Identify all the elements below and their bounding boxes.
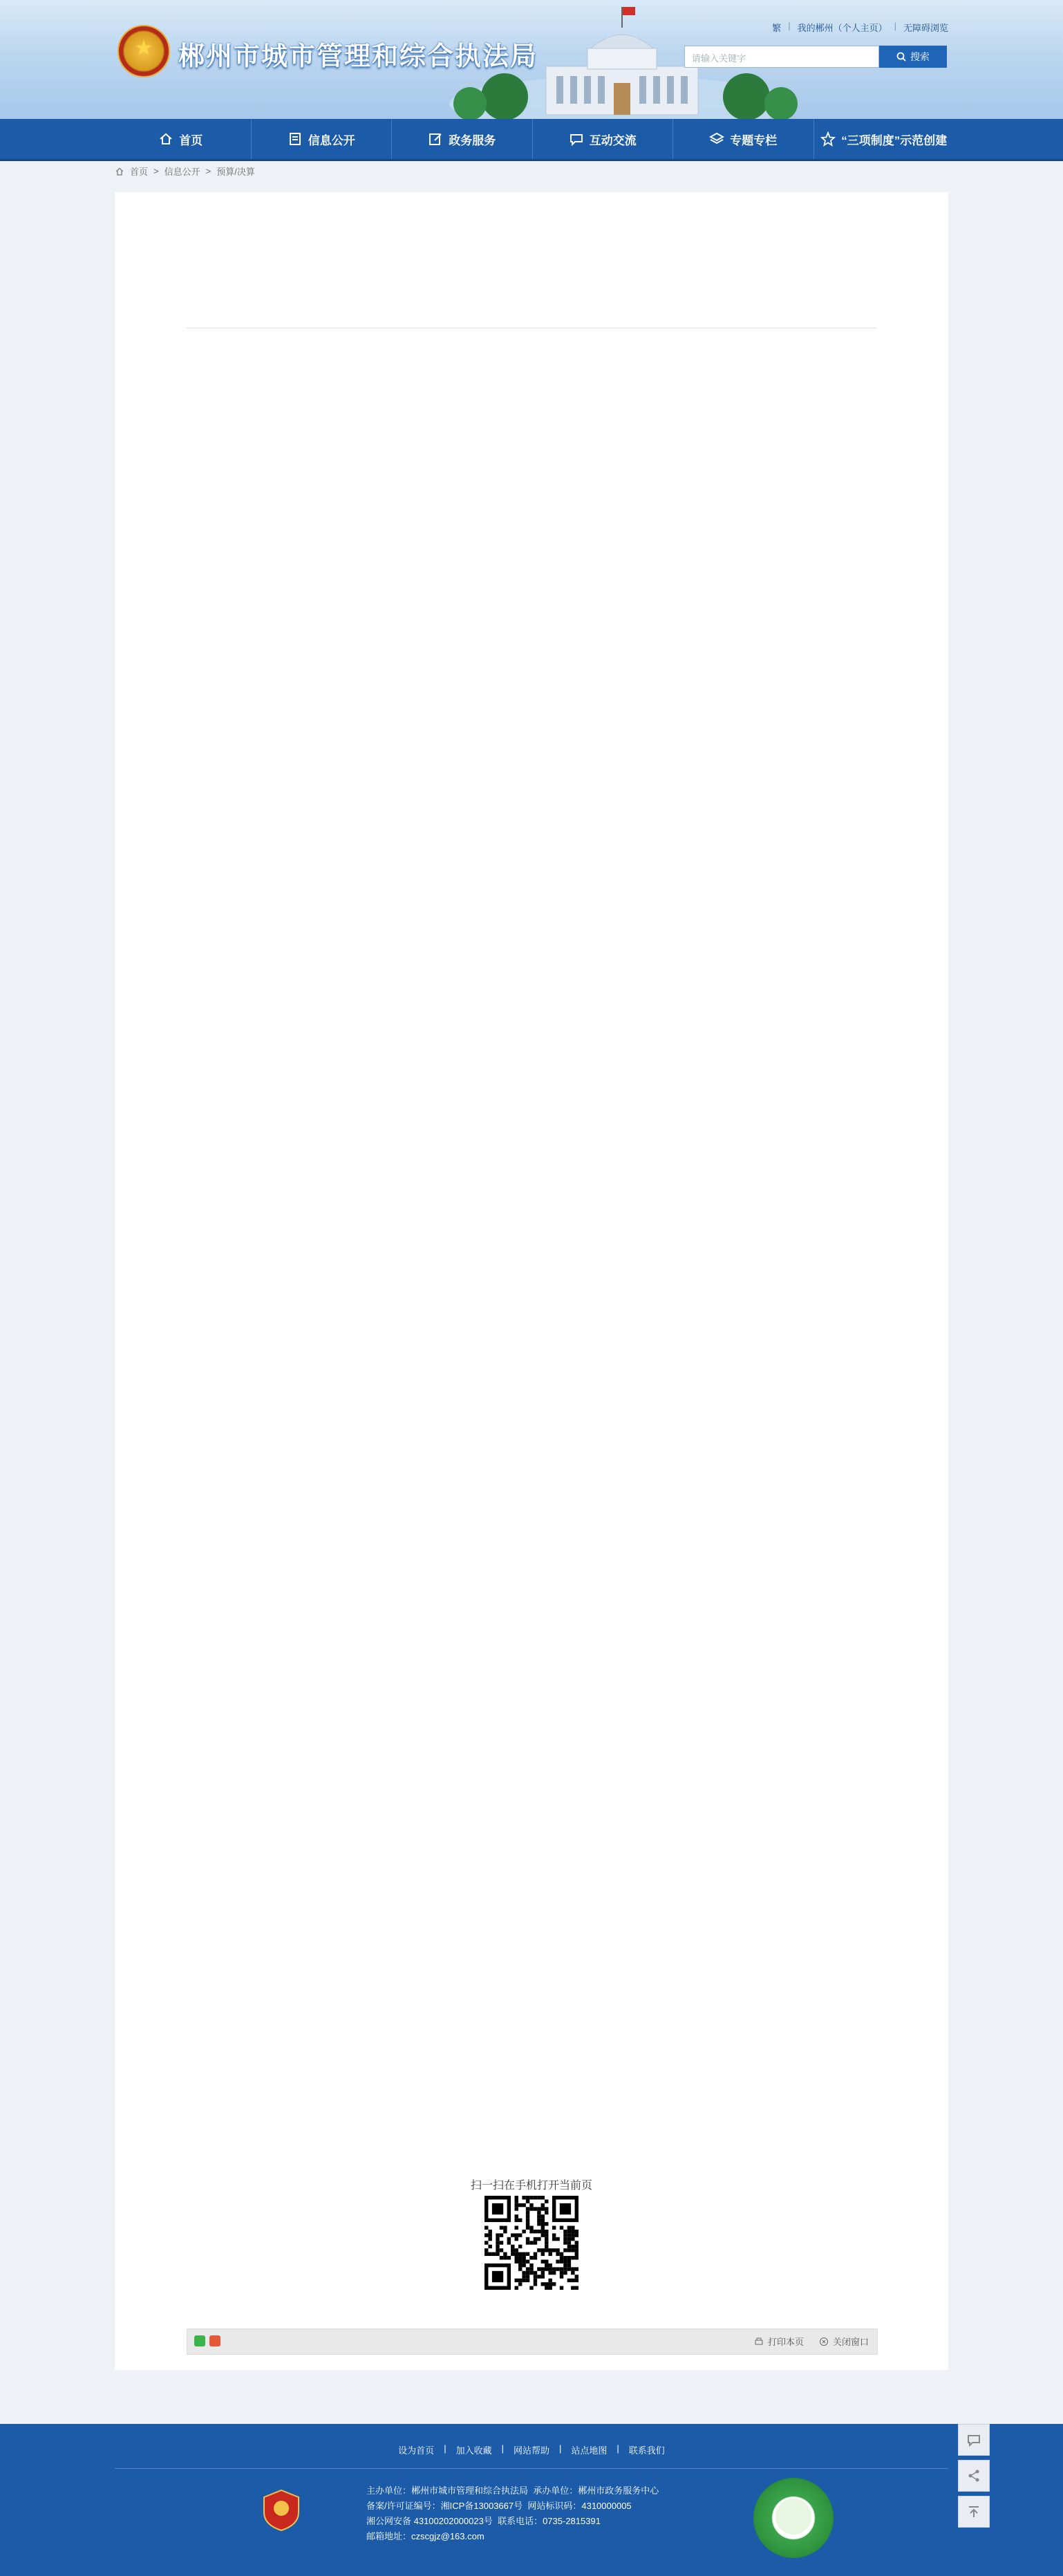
site-title: 郴州市城市管理和综合执法局 [178,41,538,71]
nav-gov-services[interactable] [392,119,533,159]
printer-icon [754,2337,764,2346]
footer-police[interactable]: 湘公网安备 43100202000023号 [366,2516,493,2526]
chat-icon [569,131,584,147]
side-share-button[interactable] [958,2460,990,2492]
footer-email: 邮箱地址：czscgjz@163.com [366,2531,485,2541]
breadcrumb-home[interactable]: 首页 [130,167,149,177]
footer-contractor: 承办单位：郴州市政务服务中心 [533,2485,659,2496]
document-icon [288,131,303,147]
home-icon [115,167,124,176]
national-emblem-icon: ★ [117,25,170,77]
breadcrumb-budget[interactable]: 预算/决算 [216,167,255,177]
print-label: 打印本页 [767,2337,804,2347]
close-label: 关闭窗口 [832,2337,869,2347]
close-icon [819,2337,829,2346]
search-button-label: 搜索 [910,51,930,62]
footer-phone: 联系电话：0735-2815391 [498,2516,601,2526]
arrow-up-icon [966,2504,981,2519]
back-to-top-button[interactable] [958,2496,990,2528]
main-nav [0,119,1063,161]
nav-three-systems[interactable] [814,119,954,159]
footer-divider [115,2468,948,2469]
share-icon [966,2468,981,2483]
traditional-chinese-link[interactable]: 繁 [772,23,782,33]
edit-icon [428,131,443,147]
nav-interaction-label: 互动交流 [589,133,637,147]
nav-info-label: 信息公开 [308,133,355,147]
wechat-share-icon[interactable] [194,2335,205,2346]
footer-info [366,2483,726,2544]
footer-link-contact[interactable]: 联系我们 [628,2445,665,2456]
qr-code [485,2196,578,2290]
nav-special-topics[interactable] [673,119,814,159]
nav-three-systems-label: “三项制度”示范创建 [841,133,948,147]
print-button[interactable] [754,2335,804,2348]
nav-interaction[interactable] [533,119,674,159]
search-input[interactable]: 请输入关键字 [684,46,879,68]
article-meta [170,308,893,319]
nav-home[interactable] [111,119,252,159]
nav-services-label: 政务服务 [449,133,496,147]
article-toolbar [187,2328,878,2355]
footer-link-sitemap[interactable]: 站点地图 [571,2445,608,2456]
footer-icp[interactable]: 备案/许可证编号：湘ICP备13003667号 [366,2501,523,2511]
breadcrumb: 首页 > 信息公开 > 预算/决算 [115,165,255,178]
gov-site-error-badge-icon[interactable] [753,2478,834,2558]
footer-host: 主办单位：郴州市城市管理和综合执法局 [366,2485,529,2496]
party-gov-badge-icon[interactable] [263,2489,300,2532]
home-icon [158,131,173,147]
footer-link-help[interactable]: 网站帮助 [513,2445,549,2456]
article-card [115,192,948,2370]
site-header [0,0,1063,119]
search-icon [896,52,906,62]
top-links: 繁 | 我的郴州（个人主页） | 无障碍浏览 [772,21,948,33]
nav-home-label: 首页 [179,133,203,147]
nav-topics-label: 专题专栏 [730,133,778,147]
search-button[interactable] [879,46,947,68]
qr-label: 扫一扫在手机打开当前页 [470,2178,592,2192]
close-window-button[interactable] [819,2335,869,2348]
breadcrumb-info[interactable]: 信息公开 [164,167,200,177]
footer-site-code: 网站标识码：4310000005 [527,2501,632,2511]
site-footer [0,2424,1063,2576]
personal-page-link[interactable]: 我的郴州（个人主页） [797,23,887,33]
footer-links: 设为首页 | 加入收藏 | 网站帮助 | 站点地图 | 联系我们 [398,2443,665,2456]
weibo-share-icon[interactable] [209,2335,220,2346]
side-float-toolbar [958,2424,990,2532]
nav-info-disclosure[interactable] [252,119,393,159]
star-icon [820,131,836,147]
accessibility-link[interactable]: 无障碍浏览 [903,23,948,33]
footer-link-homepage[interactable]: 设为首页 [398,2445,435,2456]
article-body [187,340,876,2179]
chat-icon [966,2432,981,2447]
footer-link-favorite[interactable]: 加入收藏 [455,2445,492,2456]
layers-icon [709,131,724,147]
side-chat-button[interactable] [958,2424,990,2456]
